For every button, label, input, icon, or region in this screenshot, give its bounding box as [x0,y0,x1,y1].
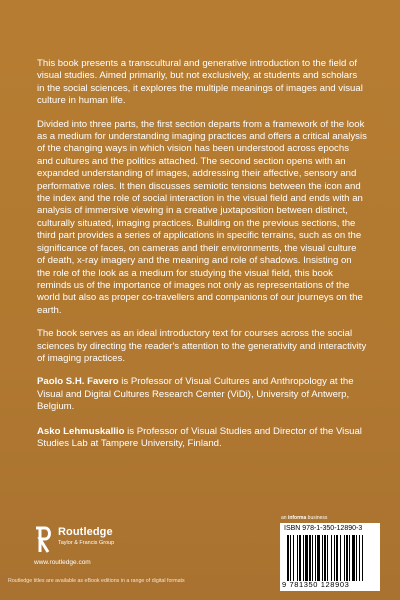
blurb [37,58,367,462]
publisher-website[interactable]: www.routledge.com [34,559,91,566]
publisher-logo [34,526,154,556]
routledge-logo-icon [34,526,54,554]
isbn-label: ISBN 978-1-350-12890-3 [284,525,363,532]
author-name-2: Asko Lehmuskallio [37,425,125,437]
barcode-digits: 9 781350 128903 [282,580,350,589]
informa-suffix: business [306,515,328,521]
informa-business-label [281,515,327,521]
isbn-barcode-box [280,523,380,591]
publisher-group: Taylor & Francis Group [58,540,115,546]
blurb-paragraph-2: Divided into three parts, the first section departs from a framework of the look as a medium for understanding imaging practices and offers a critical analysis of the changing ways in which vision has been understood across epochs and cultures and the politics attached. The second section opens with an expanded understanding of images, addressing their affective, sensory and performative roles. It then discusses semiotic tensions between the icon and the index and the role of social interaction in the visual field and ends with an analysis of immersive viewing in a creative juxtaposition between distinct, culturally situated, imaging practices. Building on the previous sections, the third part provides a series of applications in specific terrains, such as on the significance of faces, on cameras and their environments, the visual culture of death, x-ray imagery and the meaning and role of shadows. Insisting on the role of the look as a medium for studying the visual field, this book reminds us of the importance of images not only as representations of the world but also as proper co-travellers and companions of our journeys on the earth. [37,118,367,316]
author-name-1: Paolo S.H. Favero [37,376,119,388]
informa-brand: informa [287,515,307,521]
barcode-icon [286,535,374,581]
author-bio-1 [37,376,367,413]
informa-prefix: an [281,515,288,521]
blurb-paragraph-3: The book serves as an ideal introductory text for courses across the social sciences by directing the reader's attention to the generativity and interactivity of imaging practices. [37,328,367,364]
ebook-footnote: Routledge titles are available as eBook editions in a range of digital formats [8,578,185,584]
footer [0,515,400,600]
blurb-paragraph-1: This book presents a transcultural and generative introduction to the field of visual studies. Aimed primarily, but not exclusively, at students and scholars in the social sciences, it explores the multiple meanings of images and visual culture in human life. [37,58,363,107]
author-bio-text-1: is Professor of Visual Cultures and Anthropology at the Visual and Digital Cultures Research Center (ViDi), University of Antwerp, Belgium. [37,376,354,413]
author-bio-2 [37,426,367,451]
author-bio-text-2: is Professor of Visual Studies and Director of the Visual Studies Lab at Tampere University, Finland. [37,425,362,449]
publisher-name: Routledge [58,526,113,538]
